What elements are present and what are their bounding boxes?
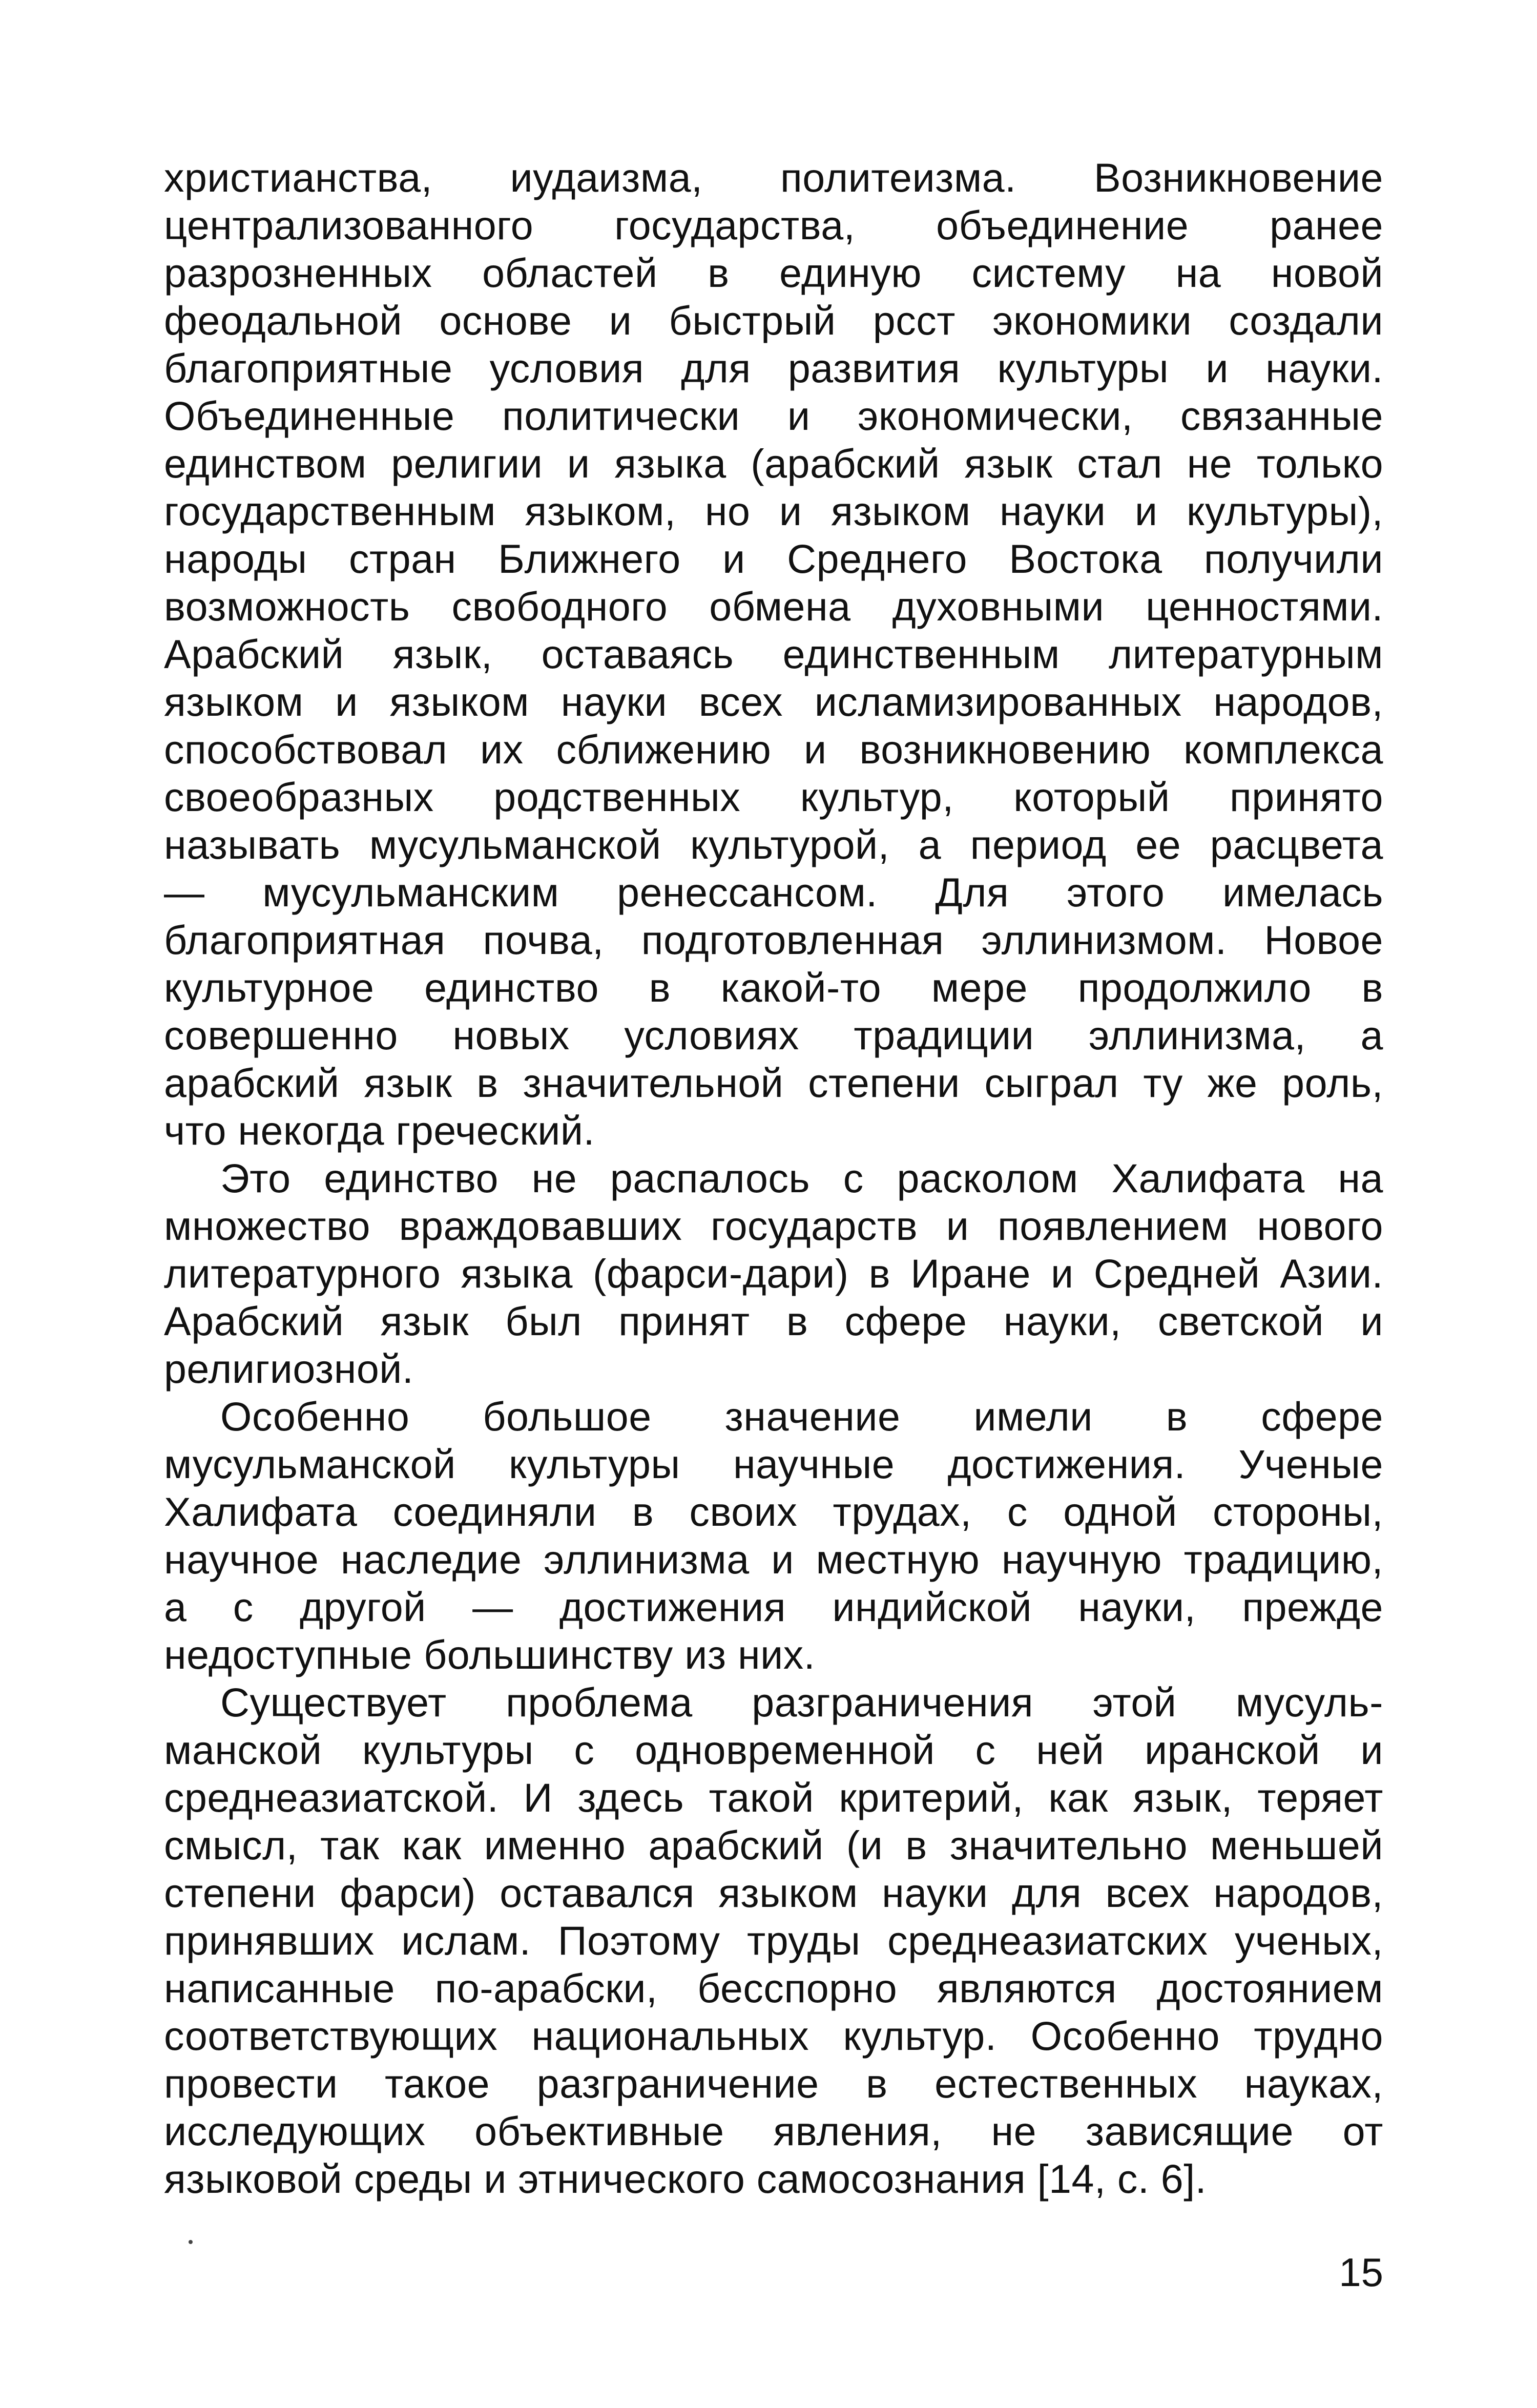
text-line: единством религии и языка (арабский язык стал не только <box>164 441 1383 486</box>
text-line: манской культуры с одновременной с ней иранской и <box>164 1727 1383 1773</box>
text-line: возможность свободного обмена духовными ценностями. <box>164 584 1383 629</box>
text-line: своеобразных родственных культур, который принято <box>164 774 1383 820</box>
text-line: государственным языком, но и языком науки и культуры), <box>164 488 1383 534</box>
text-line: среднеазиатской. И здесь такой критерий, как язык, теряет <box>164 1775 1383 1820</box>
text-line: Арабский язык был принят в сфере науки, светской и <box>164 1298 1383 1344</box>
text-line: написанные по-арабски, бесспорно являются достоянием <box>164 1965 1383 2011</box>
text-line: Существует проблема разграничения этой мусуль- <box>220 1679 1383 1725</box>
paragraph <box>164 154 1383 1154</box>
paragraph <box>164 1154 1383 1393</box>
text-line: а с другой — достижения индийской науки, прежде <box>164 1584 1383 1630</box>
text-line: благоприятная почва, подготовленная эллинизмом. Новое <box>164 917 1383 963</box>
text-line: недоступные большинству из них. <box>164 1632 816 1677</box>
text-line: Это единство не распалось с расколом Халифата на <box>220 1155 1383 1201</box>
text-line: исследующих объективные явления, не зависящие от <box>164 2108 1383 2154</box>
text-line: Особенно большое значение имели в сфере <box>220 1394 1383 1439</box>
text-line: языком и языком науки всех исламизированных народов, <box>164 679 1383 724</box>
text-line: мусульманской культуры научные достижения. Ученые <box>164 1441 1383 1487</box>
text-line: благоприятные условия для развития культуры и науки. <box>164 345 1383 391</box>
paragraph <box>164 1678 1383 2203</box>
text-line: множество враждовавших государств и появлением нового <box>164 1203 1383 1249</box>
page-number: 15 <box>1339 2250 1383 2295</box>
text-line: народы стран Ближнего и Среднего Востока получили <box>164 536 1383 582</box>
paragraph <box>164 1393 1383 1678</box>
text-line: принявших ислам. Поэтому труды среднеазиатских ученых, <box>164 1918 1383 1963</box>
text-line: — мусульманским ренессансом. Для этого имелась <box>164 869 1383 915</box>
text-line: что некогда греческий. <box>164 1108 595 1153</box>
text-line: централизованного государства, объединение ранее <box>164 202 1383 248</box>
text-line: религиозной. <box>164 1346 414 1392</box>
text-line: соответствующих национальных культур. Особенно трудно <box>164 2013 1383 2059</box>
text-line: Халифата соединяли в своих трудах, с одной стороны, <box>164 1489 1383 1534</box>
text-line: разрозненных областей в единую систему на новой <box>164 250 1383 296</box>
text-line: культурное единство в какой-то мере продолжило в <box>164 965 1383 1010</box>
print-speck <box>189 2240 193 2244</box>
text-line: провести такое разграничение в естественных науках, <box>164 2061 1383 2106</box>
text-line: совершенно новых условиях традиции эллинизма, а <box>164 1012 1383 1058</box>
text-line: Арабский язык, оставаясь единственным литературным <box>164 631 1383 677</box>
text-line: научное наследие эллинизма и местную научную традицию, <box>164 1537 1383 1582</box>
text-line: христианства, иудаизма, политеизма. Возникновение <box>164 155 1383 200</box>
text-line: называть мусульманской культурой, а период ее расцвета <box>164 822 1383 867</box>
text-line: степени фарси) оставался языком науки для всех народов, <box>164 1870 1383 1916</box>
text-line: способствовал их сближению и возникновению комплекса <box>164 726 1383 772</box>
text-line: Объединенные политически и экономически, связанные <box>164 393 1383 439</box>
text-line: феодальной основе и быстрый рсст экономики создали <box>164 298 1383 343</box>
text-line: языковой среды и этнического самосознания [14, с. 6]. <box>164 2156 1207 2202</box>
body-text <box>164 154 1383 2203</box>
text-line: литературного языка (фарси-дари) в Иране и Средней Азии. <box>164 1251 1383 1296</box>
text-line: смысл, так как именно арабский (и в значительно меньшей <box>164 1822 1383 1868</box>
text-line: арабский язык в значительной степени сыграл ту же роль, <box>164 1060 1383 1106</box>
